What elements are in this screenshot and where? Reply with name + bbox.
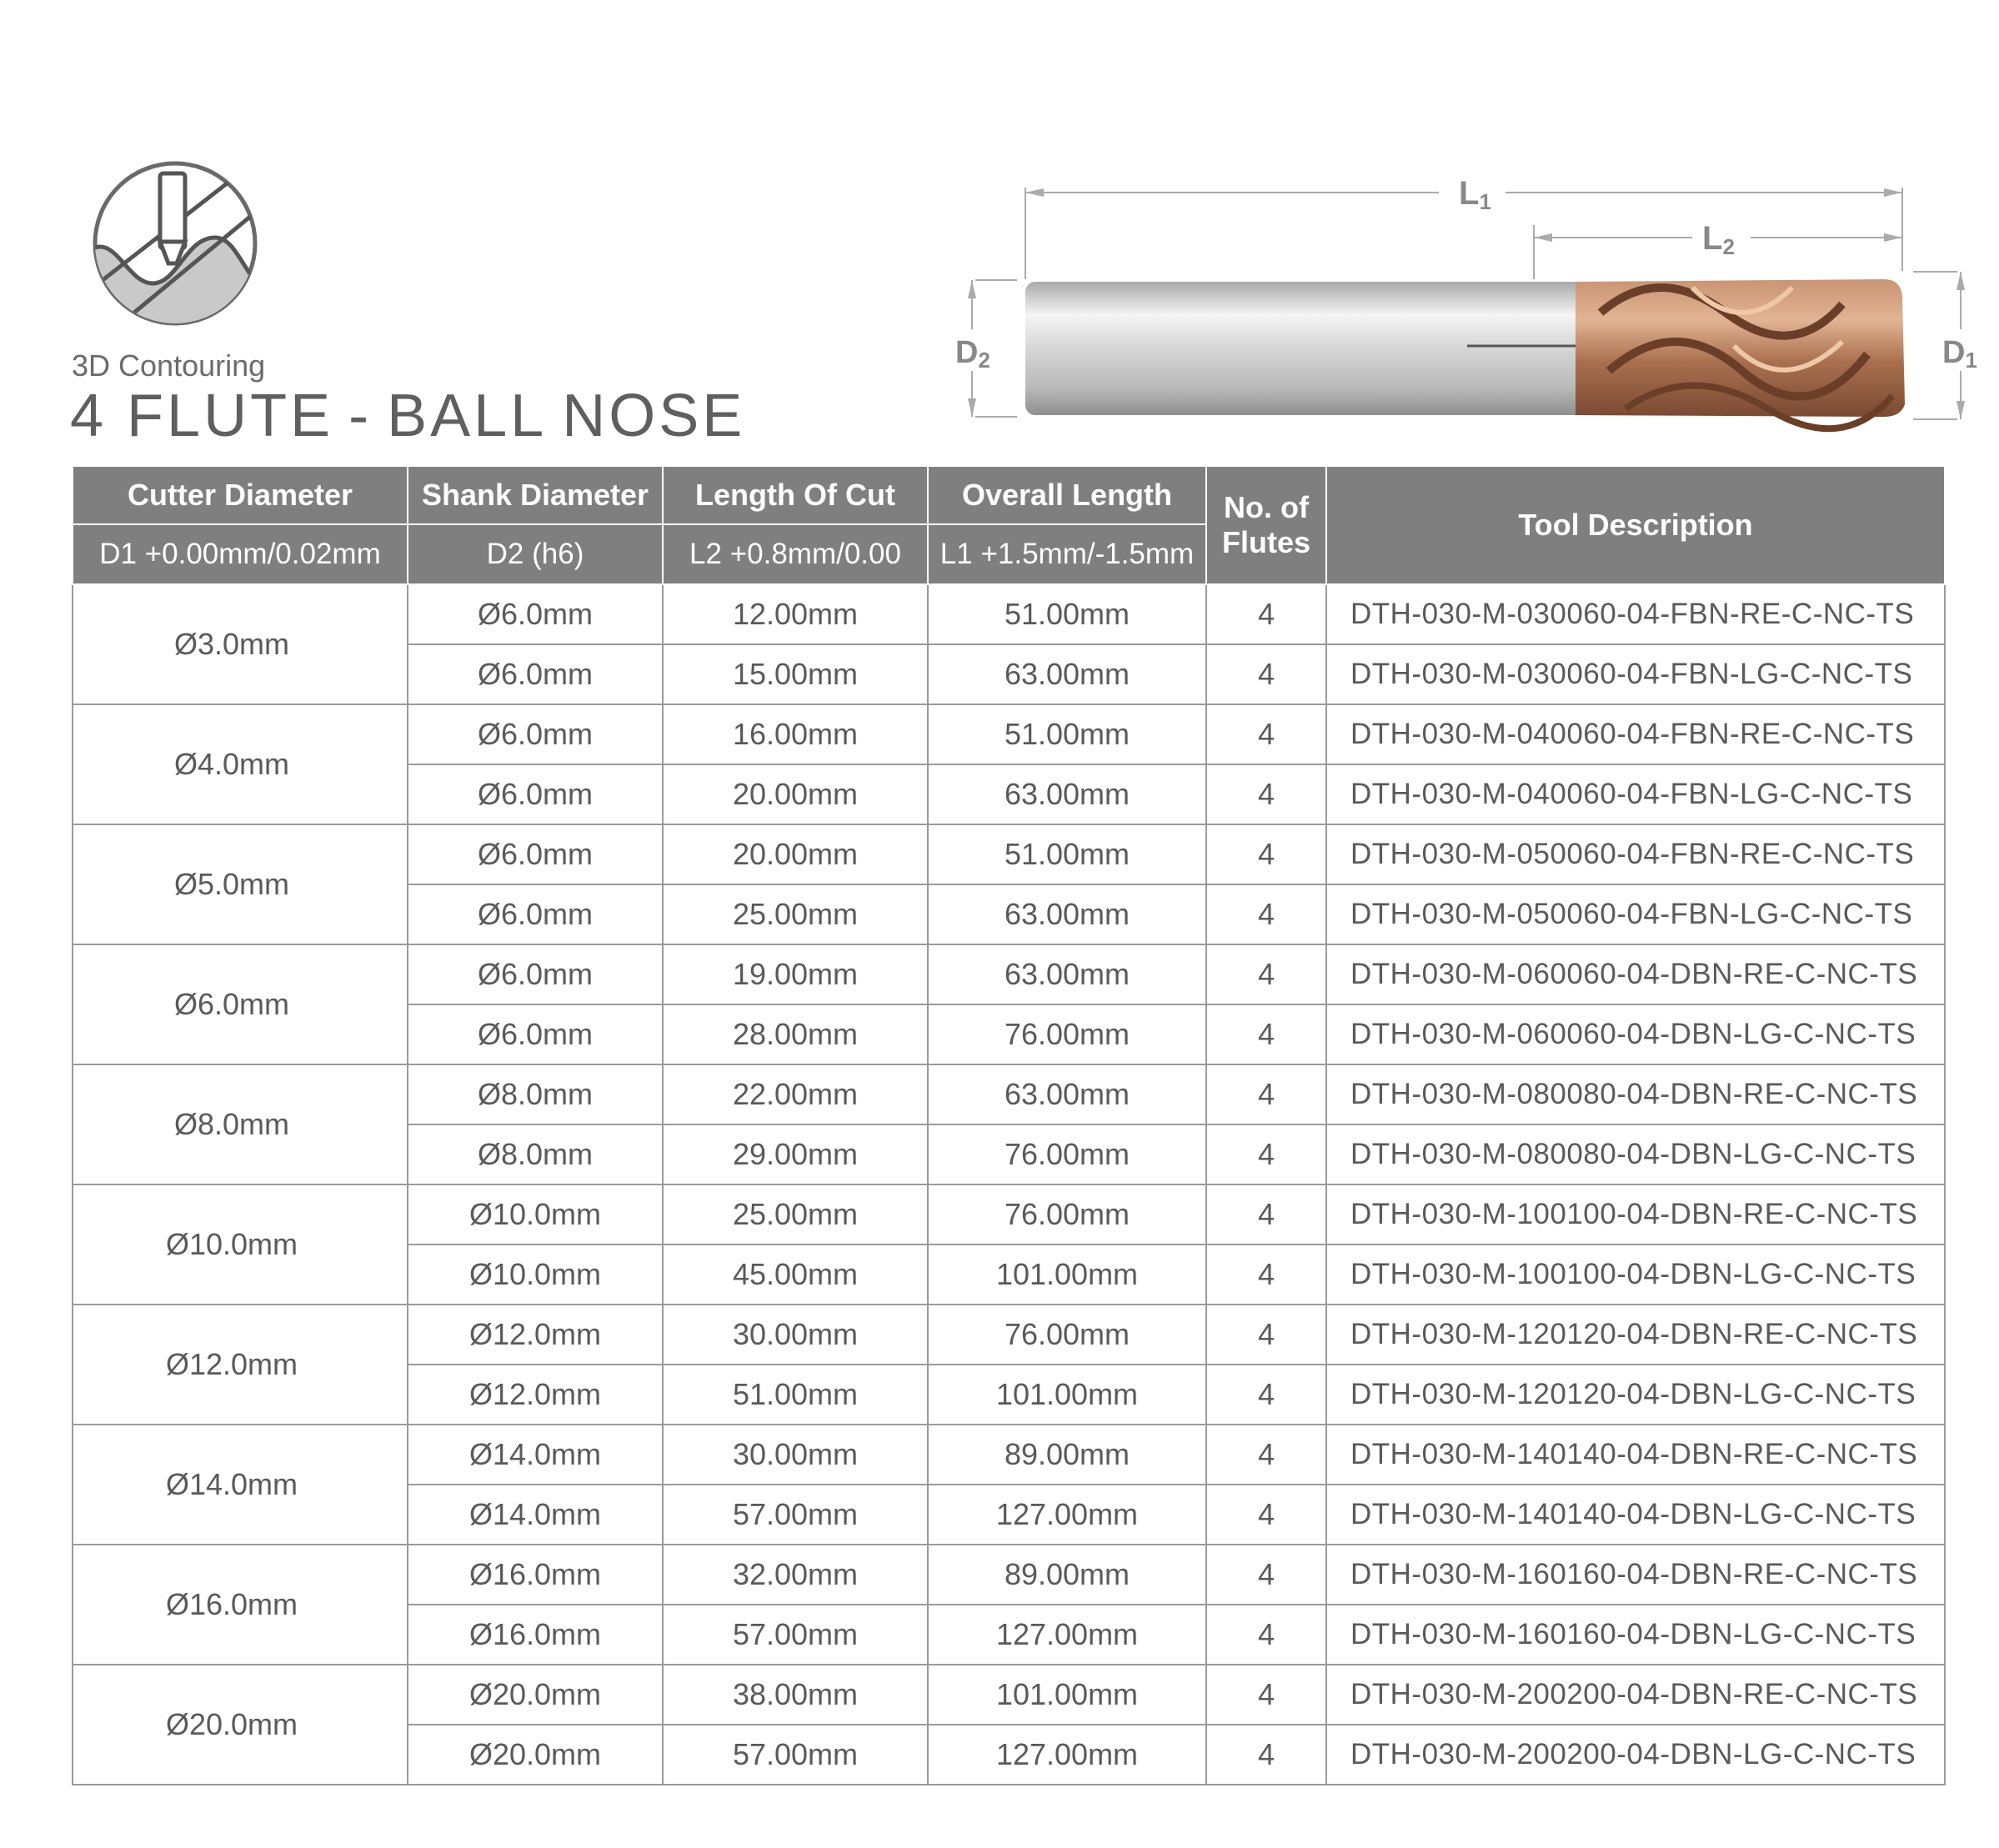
table-row: [73, 944, 1945, 1004]
shank-diameter-cell: Ø20.0mm: [408, 1665, 663, 1725]
tool-description-cell: DTH-030-M-140140-04-DBN-LG-C-NC-TS: [1326, 1485, 1945, 1545]
flutes-cell: 4: [1206, 704, 1326, 764]
shank-diameter-cell: Ø6.0mm: [408, 1004, 663, 1064]
length-of-cut-cell: 20.00mm: [663, 824, 928, 884]
overall-length-cell: 101.00mm: [928, 1245, 1206, 1305]
tool-description-cell: DTH-030-M-060060-04-DBN-RE-C-NC-TS: [1326, 944, 1945, 1004]
length-of-cut-cell: 57.00mm: [663, 1605, 928, 1665]
ball-nose-contouring-icon: [90, 158, 260, 328]
header-oal-tolerance: L1 +1.5mm/-1.5mm: [928, 524, 1206, 584]
flutes-cell: 4: [1206, 584, 1326, 644]
flutes-cell: 4: [1206, 1305, 1326, 1365]
overall-length-cell: 51.00mm: [928, 584, 1206, 644]
tool-description-cell: DTH-030-M-160160-04-DBN-RE-C-NC-TS: [1326, 1545, 1945, 1605]
length-of-cut-cell: 22.00mm: [663, 1064, 928, 1124]
overall-length-cell: 63.00mm: [928, 884, 1206, 944]
flutes-cell: 4: [1206, 764, 1326, 824]
title-flute: 4 FLUTE: [70, 383, 334, 449]
length-of-cut-cell: 28.00mm: [663, 1004, 928, 1064]
table-row: [73, 1064, 1945, 1124]
shank-diameter-cell: Ø8.0mm: [408, 1124, 663, 1184]
flutes-cell: 4: [1206, 944, 1326, 1004]
flutes-cell: 4: [1206, 1004, 1326, 1064]
length-of-cut-cell: 20.00mm: [663, 764, 928, 824]
tool-description-cell: DTH-030-M-030060-04-FBN-LG-C-NC-TS: [1326, 644, 1945, 704]
header-overall-length: Overall Length: [928, 466, 1206, 524]
header-shank-tolerance: D2 (h6): [408, 524, 663, 584]
page-title: [70, 382, 745, 450]
shank-diameter-cell: Ø14.0mm: [408, 1485, 663, 1545]
table-row: [73, 1305, 1945, 1365]
overall-length-cell: 63.00mm: [928, 1064, 1206, 1124]
tool-description-cell: DTH-030-M-030060-04-FBN-RE-C-NC-TS: [1326, 584, 1945, 644]
overall-length-cell: 76.00mm: [928, 1305, 1206, 1365]
header-no-of-flutes: No. of Flutes: [1206, 466, 1326, 584]
table-row: [73, 1425, 1945, 1485]
table-row: [73, 584, 1945, 644]
header-loc-tolerance: L2 +0.8mm/0.00: [663, 524, 928, 584]
title-nose: NOSE: [562, 383, 746, 449]
tool-description-cell: DTH-030-M-200200-04-DBN-LG-C-NC-TS: [1326, 1725, 1945, 1785]
length-of-cut-cell: 57.00mm: [663, 1725, 928, 1785]
page-subtitle: 3D Contouring: [72, 348, 266, 383]
overall-length-cell: 127.00mm: [928, 1485, 1206, 1545]
length-of-cut-cell: 15.00mm: [663, 644, 928, 704]
flutes-cell: 4: [1206, 1485, 1326, 1545]
length-of-cut-cell: 30.00mm: [663, 1305, 928, 1365]
tool-description-cell: DTH-030-M-160160-04-DBN-LG-C-NC-TS: [1326, 1605, 1945, 1665]
flutes-cell: 4: [1206, 824, 1326, 884]
spec-table-body: [73, 584, 1945, 1785]
cutter-diameter-cell: Ø16.0mm: [73, 1545, 408, 1665]
length-of-cut-cell: 51.00mm: [663, 1365, 928, 1425]
tool-description-cell: DTH-030-M-120120-04-DBN-RE-C-NC-TS: [1326, 1305, 1945, 1365]
overall-length-cell: 101.00mm: [928, 1665, 1206, 1725]
length-of-cut-cell: 19.00mm: [663, 944, 928, 1004]
overall-length-cell: 51.00mm: [928, 824, 1206, 884]
table-row: [73, 1545, 1945, 1605]
table-row: [73, 1184, 1945, 1245]
flutes-cell: 4: [1206, 1665, 1326, 1725]
cutter-diameter-cell: Ø14.0mm: [73, 1425, 408, 1545]
flutes-cell: 4: [1206, 1184, 1326, 1245]
overall-length-cell: 63.00mm: [928, 764, 1206, 824]
length-of-cut-cell: 25.00mm: [663, 884, 928, 944]
table-row: [73, 824, 1945, 884]
table-row: [73, 1665, 1945, 1725]
l1-label: L1: [1459, 175, 1491, 214]
tool-description-cell: DTH-030-M-200200-04-DBN-RE-C-NC-TS: [1326, 1665, 1945, 1725]
shank-diameter-cell: Ø12.0mm: [408, 1305, 663, 1365]
cutter-diameter-cell: Ø20.0mm: [73, 1665, 408, 1785]
tool-description-cell: DTH-030-M-050060-04-FBN-LG-C-NC-TS: [1326, 884, 1945, 944]
cutter-diameter-cell: Ø6.0mm: [73, 944, 408, 1064]
d2-label: D2: [955, 335, 990, 373]
l2-label: L2: [1702, 220, 1735, 259]
tool-description-cell: DTH-030-M-050060-04-FBN-RE-C-NC-TS: [1326, 824, 1945, 884]
tool-shank: [1025, 282, 1601, 415]
tool-description-cell: DTH-030-M-100100-04-DBN-RE-C-NC-TS: [1326, 1184, 1945, 1245]
shank-diameter-cell: Ø10.0mm: [408, 1245, 663, 1305]
shank-diameter-cell: Ø6.0mm: [408, 884, 663, 944]
shank-diameter-cell: Ø6.0mm: [408, 644, 663, 704]
flutes-cell: 4: [1206, 884, 1326, 944]
tool-description-cell: DTH-030-M-140140-04-DBN-RE-C-NC-TS: [1326, 1425, 1945, 1485]
tool-description-cell: DTH-030-M-120120-04-DBN-LG-C-NC-TS: [1326, 1365, 1945, 1425]
title-ball: BALL: [387, 383, 548, 449]
header-length-of-cut: Length Of Cut: [663, 466, 928, 524]
tool-dimension-diagram: [942, 163, 1999, 438]
flutes-cell: 4: [1206, 1725, 1326, 1785]
shank-diameter-cell: Ø12.0mm: [408, 1365, 663, 1425]
cutter-diameter-cell: Ø5.0mm: [73, 824, 408, 944]
overall-length-cell: 63.00mm: [928, 644, 1206, 704]
header-cutter-diameter: Cutter Diameter: [73, 466, 408, 524]
table-row: [73, 704, 1945, 764]
shank-diameter-cell: Ø6.0mm: [408, 584, 663, 644]
length-of-cut-cell: 25.00mm: [663, 1184, 928, 1245]
flutes-cell: 4: [1206, 1545, 1326, 1605]
length-of-cut-cell: 29.00mm: [663, 1124, 928, 1184]
length-of-cut-cell: 45.00mm: [663, 1245, 928, 1305]
overall-length-cell: 51.00mm: [928, 704, 1206, 764]
cutter-diameter-cell: Ø10.0mm: [73, 1184, 408, 1305]
length-of-cut-cell: 16.00mm: [663, 704, 928, 764]
shank-diameter-cell: Ø6.0mm: [408, 824, 663, 884]
d1-label: D1: [1942, 335, 1977, 373]
overall-length-cell: 89.00mm: [928, 1425, 1206, 1485]
length-of-cut-cell: 12.00mm: [663, 584, 928, 644]
flutes-cell: 4: [1206, 1124, 1326, 1184]
tool-description-cell: DTH-030-M-100100-04-DBN-LG-C-NC-TS: [1326, 1245, 1945, 1305]
shank-diameter-cell: Ø6.0mm: [408, 944, 663, 1004]
flutes-cell: 4: [1206, 1365, 1326, 1425]
length-of-cut-cell: 57.00mm: [663, 1485, 928, 1545]
tool-description-cell: DTH-030-M-060060-04-DBN-LG-C-NC-TS: [1326, 1004, 1945, 1064]
header-cutter-tolerance: D1 +0.00mm/0.02mm: [73, 524, 408, 584]
shank-diameter-cell: Ø16.0mm: [408, 1605, 663, 1665]
flutes-cell: 4: [1206, 1064, 1326, 1124]
flutes-cell: 4: [1206, 1245, 1326, 1305]
length-of-cut-cell: 30.00mm: [663, 1425, 928, 1485]
header-shank-diameter: Shank Diameter: [408, 466, 663, 524]
header-tool-description: Tool Description: [1326, 466, 1945, 584]
overall-length-cell: 76.00mm: [928, 1124, 1206, 1184]
overall-length-cell: 101.00mm: [928, 1365, 1206, 1425]
spec-table: [72, 465, 1946, 1785]
tool-description-cell: DTH-030-M-080080-04-DBN-LG-C-NC-TS: [1326, 1124, 1945, 1184]
shank-diameter-cell: Ø16.0mm: [408, 1545, 663, 1605]
overall-length-cell: 76.00mm: [928, 1004, 1206, 1064]
length-of-cut-cell: 32.00mm: [663, 1545, 928, 1605]
tool-description-cell: DTH-030-M-080080-04-DBN-RE-C-NC-TS: [1326, 1064, 1945, 1124]
cutter-diameter-cell: Ø3.0mm: [73, 584, 408, 704]
cutter-diameter-cell: Ø8.0mm: [73, 1064, 408, 1184]
overall-length-cell: 89.00mm: [928, 1545, 1206, 1605]
length-of-cut-cell: 38.00mm: [663, 1665, 928, 1725]
shank-diameter-cell: Ø10.0mm: [408, 1184, 663, 1245]
flutes-cell: 4: [1206, 1425, 1326, 1485]
tool-description-cell: DTH-030-M-040060-04-FBN-LG-C-NC-TS: [1326, 764, 1945, 824]
overall-length-cell: 63.00mm: [928, 944, 1206, 1004]
shank-diameter-cell: Ø20.0mm: [408, 1725, 663, 1785]
overall-length-cell: 127.00mm: [928, 1725, 1206, 1785]
overall-length-cell: 76.00mm: [928, 1184, 1206, 1245]
title-separator: -: [348, 383, 373, 449]
shank-diameter-cell: Ø14.0mm: [408, 1425, 663, 1485]
overall-length-cell: 127.00mm: [928, 1605, 1206, 1665]
shank-diameter-cell: Ø6.0mm: [408, 764, 663, 824]
cutter-diameter-cell: Ø4.0mm: [73, 704, 408, 824]
flutes-cell: 4: [1206, 1605, 1326, 1665]
shank-diameter-cell: Ø8.0mm: [408, 1064, 663, 1124]
cutter-diameter-cell: Ø12.0mm: [73, 1305, 408, 1425]
shank-diameter-cell: Ø6.0mm: [408, 704, 663, 764]
flutes-cell: 4: [1206, 644, 1326, 704]
tool-description-cell: DTH-030-M-040060-04-FBN-RE-C-NC-TS: [1326, 704, 1945, 764]
